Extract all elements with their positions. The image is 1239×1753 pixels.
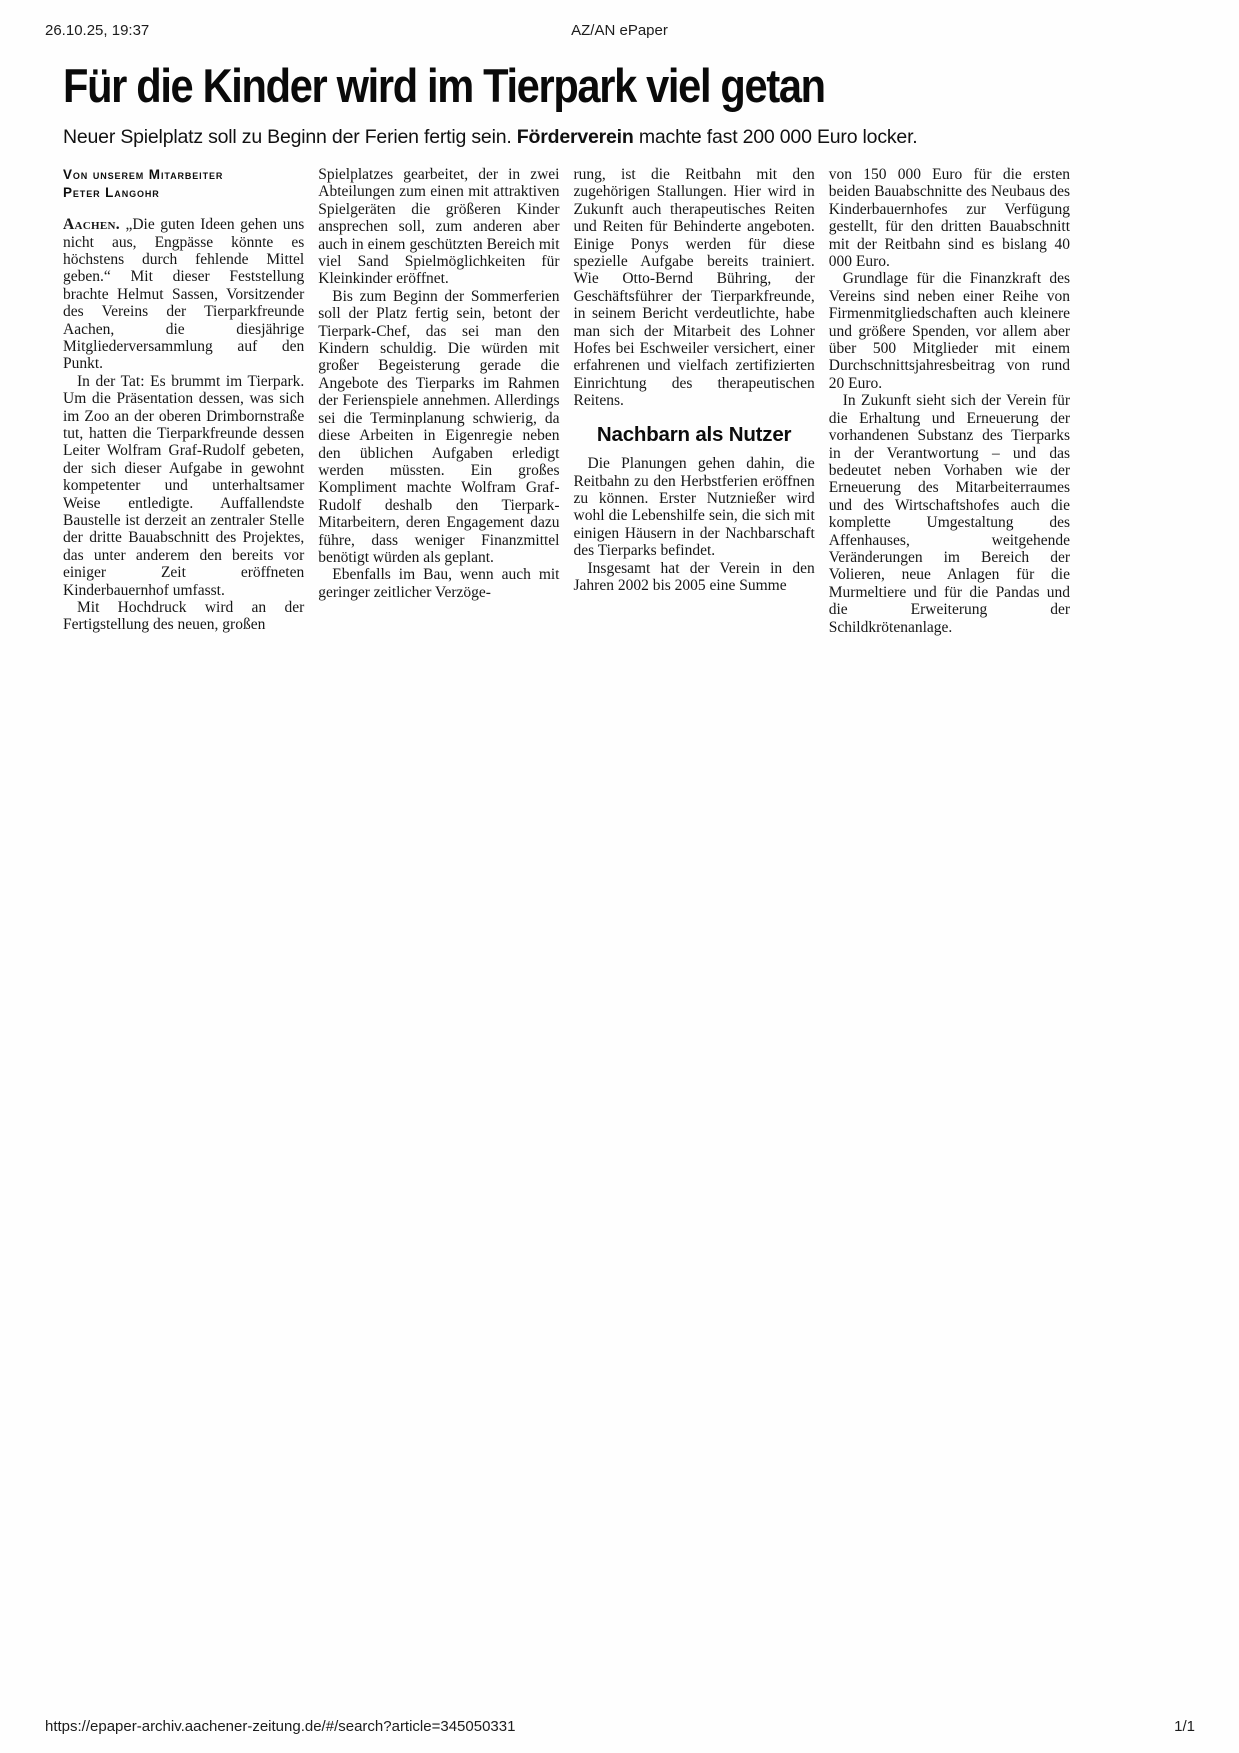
print-page-number: 1/1: [1174, 1718, 1195, 1735]
section-heading: Nachbarn als Nutzer: [596, 422, 792, 446]
paragraph: Insgesamt hat der Verein in den Jahren 2002 bis 2005 eine Summe: [573, 559, 815, 594]
paragraph: Die Planungen gehen dahin, die Reitbahn zu den Herbstferien eröffnen zu können. Erster Nutznießer wird wohl die Lebenshilfe sein, die sich mit einigen Häusern in der Nachbarschaft des Tierparks befindet.: [573, 455, 815, 560]
paragraph: Ebenfalls im Bau, wenn auch mit geringer zeitlicher Verzöge-: [318, 566, 560, 601]
article-column-2: [318, 166, 559, 636]
epaper-app-title: AZ/AN ePaper: [571, 22, 668, 39]
column-body: [63, 216, 304, 634]
paragraph: Grundlage für die Finanzkraft des Vereins sind neben einer Reihe von Firmenmitgliedschaften auch kleinere und größere Spenden, vor allem aber über 500 Mitglieder mit einem Durchschnittsjahresbeitrag von rund 20 Euro.: [828, 270, 1070, 392]
column-body: [574, 166, 815, 594]
article-columns: [63, 166, 1070, 636]
print-source-url: https://epaper-archiv.aachener-zeitung.de/#/search?article=345050331: [45, 1718, 516, 1735]
paragraph: von 150 000 Euro für die ersten beiden Bauabschnitte des Neubaus des Kinderbauernhofes zur Verfügung gestellt, für den dritten Bauabschnitt mit der Reitbahn sind es bislang 40 000 Euro.: [828, 166, 1070, 271]
paragraph: Bis zum Beginn der Sommerferien soll der Platz fertig sein, betont der Tierpark-Chef, das sei man den Kindern schuldig. Die würden mit großer Begeisterung gerade die Angebote des Tierparks im Rahmen der Ferienspiele annehmen. Allerdings sei die Terminplanung schwierig, da diese Arbeiten in Eigenregie neben den üblichen Aufgaben erledigt werden müssten. Ein großes Kompliment machte Wolfram Graf-Rudolf deshalb den Tierpark-Mitarbeitern, deren Engagement dazu führe, dass weniger Finanzmittel benötigt würden als geplant.: [318, 287, 560, 566]
article-column-1: [63, 166, 304, 636]
column-body: [829, 166, 1070, 636]
column-body: [318, 166, 559, 601]
article-subheadline: [63, 126, 1070, 149]
dateline-location: Aachen.: [63, 216, 120, 234]
article-column-4: [829, 166, 1070, 636]
paragraph: In der Tat: Es brummt im Tierpark. Um die Präsentation dessen, was sich im Zoo an der oberen Drimbornstraße tut, hatten die Tierparkfreunde dessen Leiter Wolfram Graf-Rudolf gebeten, der sich dieser Aufgabe in gewohnt kompetenter und unterhaltsamer Weise entledigte. Auffallendste Baustelle ist derzeit an zentraler Stelle der dritte Bauabschnitt des Projektes, das unter anderem den bereits vor einiger Zeit eröffneten Kinderbauernhof umfasst.: [63, 372, 305, 599]
subheadline-bold-text: Förderverein: [516, 126, 634, 148]
article-byline: [63, 166, 304, 201]
subheadline-text: machte fast 200 000 Euro locker.: [633, 126, 918, 148]
paragraph: rung, ist die Reitbahn mit den zugehörigen Stallungen. Hier wird in Zukunft auch therapeutisches Reiten und Reiten für Behinderte angeboten. Einige Ponys werden für diese spezielle Aufgabe bereits trainiert. Wie Otto-Bernd Bühring, der Geschäftsführer der Tierparkfreunde, in seinem Bericht verdeutlichte, habe man sich der Mitarbeit des Lohner Hofes bei Eschweiler versichert, einer erfahrenen und vielfach zertifizierten Einrichtung des therapeutischen Reitens.: [573, 166, 815, 410]
byline-role: Von unserem Mitarbeiter: [63, 167, 224, 182]
subheadline-text: Neuer Spielplatz soll zu Beginn der Ferien fertig sein.: [63, 126, 517, 148]
newspaper-article: [63, 58, 1070, 636]
article-column-3: [574, 166, 815, 636]
paragraph: [63, 216, 304, 373]
paragraph: In Zukunft sieht sich der Verein für die Erhaltung und Erneuerung der vorhandenen Substanz des Tierparks in der Verantwortung – und das bedeutet neben Vorhaben wie der Erneuerung des Mitarbeiterraumes und des Wirtschaftshofes auch die komplette Umgestaltung des Affenhauses, weitgehende Veränderungen im Bereich der Volieren, neue Anlagen für die Murmeltiere und für die Pandas und die Erweiterung der Schildkrötenanlage.: [828, 392, 1070, 636]
paragraph-text: „Die guten Ideen gehen uns nicht aus, Engpässe könnte es höchstens durch fehlende Mittel geben.“ Mit dieser Feststellung brachte Helmut Sassen, Vorsitzender des Vereins der Tierparkfreunde Aachen, die diesjährige Mitgliederversammlung auf den Punkt.: [63, 216, 305, 373]
print-datetime: 26.10.25, 19:37: [45, 22, 150, 39]
paragraph: Mit Hochdruck wird an der Fertigstellung des neuen, großen: [63, 599, 305, 634]
article-headline: Für die Kinder wird im Tierpark viel getan: [63, 59, 825, 112]
byline-author: Peter Langohr: [63, 184, 160, 200]
paragraph: Spielplatzes gearbeitet, der in zwei Abteilungen zum einen mit attraktiven Spielgeräten die größeren Kinder ansprechen soll, zum anderen aber auch in einem geschützten Bereich mit viel Sand Spielmöglichkeiten für Kleinkinder eröffnet.: [318, 166, 560, 288]
